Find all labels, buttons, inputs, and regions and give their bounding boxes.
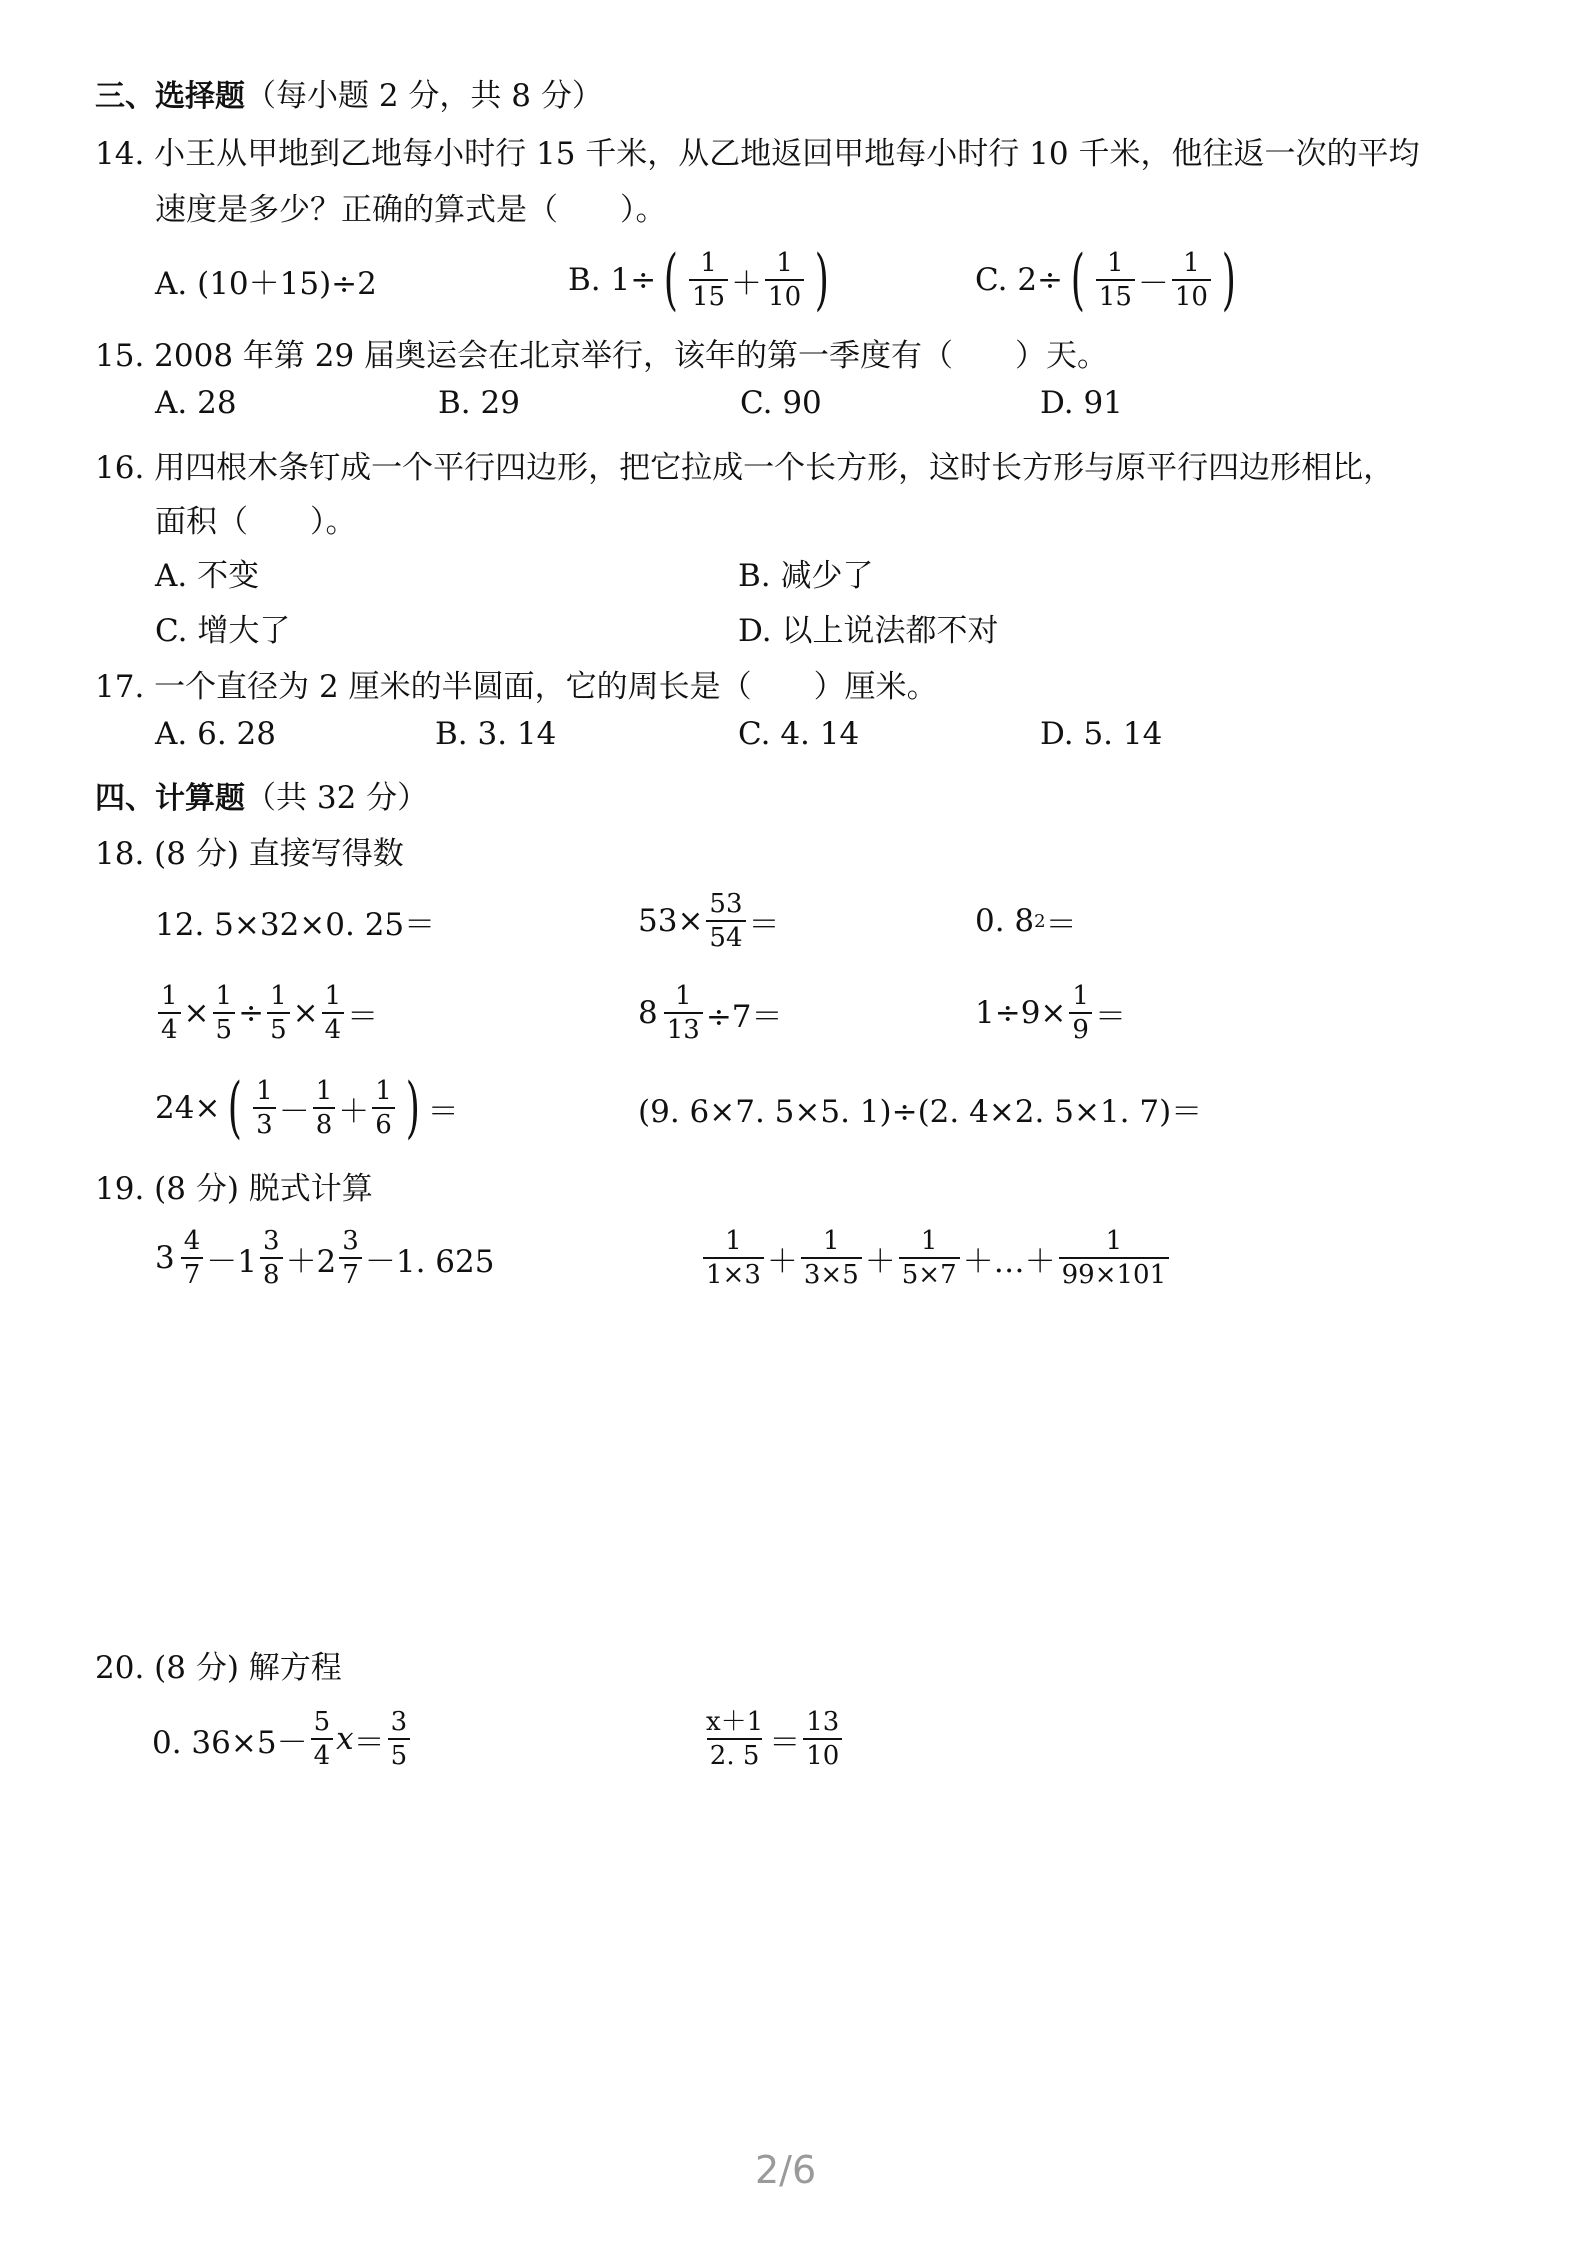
fraction: [181, 1228, 204, 1288]
fraction: [765, 250, 804, 310]
denominator: 7: [339, 1257, 362, 1288]
fraction: [703, 1228, 764, 1288]
numerator: 1: [675, 981, 692, 1011]
operator: ×: [183, 995, 210, 1031]
q18-expr-5: [638, 978, 783, 1048]
fraction: [260, 1228, 283, 1288]
q17-option-b: B. 3. 14: [435, 716, 557, 752]
q14-line1: 14. 小王从甲地到乙地每小时行 15 千米，从乙地返回甲地每小时行 10 千米，他往返一次的平均: [95, 136, 1420, 172]
denominator: 13: [664, 1012, 703, 1043]
expr-lead: 53×: [638, 903, 704, 939]
q16-option-d: D. 以上说法都不对: [738, 613, 999, 649]
q19-header: 19. (8 分) 脱式计算: [95, 1171, 373, 1207]
operator: ＋: [731, 265, 763, 302]
denominator: 5: [213, 1012, 236, 1043]
numerator: 1: [1072, 981, 1089, 1011]
q18-expr-8: (9. 6×7. 5×5. 1)÷(2. 4×2. 5×1. 7)＝: [638, 1093, 1203, 1130]
denominator: 7: [181, 1257, 204, 1288]
numerator: 1: [920, 1226, 938, 1256]
q14-option-b: [568, 241, 837, 318]
exponent: 2: [1034, 910, 1046, 932]
numerator: 3: [342, 1226, 359, 1256]
page-number: 2/6: [755, 2148, 817, 2192]
q16-line2: 面积（ ）。: [155, 504, 357, 540]
section-note: （每小题 2 分，共 8 分）: [245, 78, 603, 114]
q17-option-d: D. 5. 14: [1040, 716, 1163, 752]
expr-tail: ＝: [427, 1093, 459, 1130]
numerator: 3: [390, 1707, 408, 1737]
section-title: 四、计算题: [95, 781, 245, 816]
denominator: 2. 5: [707, 1738, 763, 1769]
variable: x: [336, 1721, 354, 1757]
q18-header: 18. (8 分) 直接写得数: [95, 836, 404, 872]
numerator: 1: [776, 248, 793, 278]
fraction: [388, 1709, 411, 1769]
paren-left: (: [228, 1069, 243, 1146]
fraction: [1069, 983, 1092, 1043]
fraction: [311, 1709, 334, 1769]
numerator: 1: [256, 1076, 273, 1106]
denominator: 4: [322, 1012, 345, 1043]
numerator: 1: [823, 1226, 840, 1256]
paren-left: (: [1070, 241, 1085, 318]
q20-equation-1: [152, 1703, 413, 1775]
denominator: 9: [1069, 1012, 1092, 1043]
fraction: [267, 983, 290, 1043]
expr-tail: ＝: [748, 906, 780, 943]
fraction: [664, 983, 703, 1043]
denominator: 15: [1096, 279, 1135, 310]
q18-expr-3: [975, 888, 1077, 954]
operator: －1: [206, 1243, 258, 1280]
expr-lead: 0. 36×5－: [152, 1724, 308, 1761]
numerator: 1: [375, 1076, 392, 1106]
q18-expr-4: [155, 978, 378, 1048]
operator: －: [1137, 265, 1169, 302]
q20-header: 20. (8 分) 解方程: [95, 1650, 342, 1686]
q16-option-a: A. 不变: [155, 558, 260, 594]
section-four-heading: [95, 772, 428, 817]
numerator: x＋1: [706, 1707, 764, 1737]
numerator: 1: [700, 248, 717, 278]
denominator: 5: [267, 1012, 290, 1043]
denominator: 8: [313, 1107, 336, 1138]
numerator: 1: [1107, 248, 1124, 278]
expr-tail: ＝: [1094, 998, 1126, 1035]
q15-option-a: A. 28: [155, 385, 237, 421]
operator: ×: [292, 995, 319, 1031]
fraction: [703, 1709, 766, 1769]
fraction: [322, 983, 345, 1043]
denominator: 15: [689, 279, 728, 310]
numerator: 4: [183, 1226, 201, 1256]
q18-expr-6: [975, 978, 1126, 1048]
expr-tail: －1. 625: [364, 1243, 495, 1280]
denominator: 6: [372, 1107, 395, 1138]
fraction: [803, 1709, 842, 1769]
denominator: 3: [253, 1107, 276, 1138]
expr-lead: 24×: [155, 1090, 221, 1126]
denominator: 10: [803, 1738, 842, 1769]
q14-option-c: [975, 241, 1244, 318]
numerator: 3: [263, 1226, 280, 1256]
option-lead: B. 1÷: [568, 262, 657, 298]
q16-option-b: B. 减少了: [738, 558, 874, 594]
operator: ＋: [864, 1243, 896, 1280]
operator: ＋2: [285, 1243, 337, 1280]
fraction: [1059, 1228, 1170, 1288]
denominator: 1×3: [703, 1257, 764, 1288]
numerator: 1: [1105, 1226, 1123, 1256]
denominator: 4: [158, 1012, 181, 1043]
section-note: （共 32 分）: [245, 780, 429, 816]
paren-right: ): [405, 1069, 420, 1146]
q15-option-c: C. 90: [740, 385, 822, 421]
fraction: [372, 1078, 395, 1138]
whole-part: 8: [638, 995, 658, 1031]
numerator: 1: [324, 981, 342, 1011]
fraction: [339, 1228, 362, 1288]
expr-tail: ＝: [347, 998, 379, 1035]
q15-option-b: B. 29: [438, 385, 520, 421]
paren-right: ): [814, 241, 830, 318]
equals-sign: ＝: [769, 1724, 801, 1761]
section-three-heading: [95, 70, 603, 115]
section-title: 三、选择题: [95, 79, 245, 114]
operator: ＋: [766, 1243, 798, 1280]
expr-tail: ＝: [1045, 906, 1077, 943]
fraction: [1096, 250, 1135, 310]
numerator: 5: [313, 1707, 331, 1737]
denominator: 5: [388, 1738, 411, 1769]
q18-expr-7: [155, 1068, 459, 1148]
operator: ÷: [238, 995, 265, 1031]
numerator: 1: [1183, 248, 1200, 278]
q17-option-c: C. 4. 14: [738, 716, 860, 752]
paren-left: (: [663, 241, 679, 318]
q19-expr-1: [155, 1222, 494, 1294]
fraction: [899, 1228, 960, 1288]
q19-expr-2: [700, 1222, 1172, 1294]
operator: ＋: [338, 1093, 370, 1130]
denominator: 4: [311, 1738, 334, 1769]
fraction: [1172, 250, 1211, 310]
numerator: 1: [270, 981, 287, 1011]
numerator: 53: [709, 889, 743, 919]
fraction: [801, 1228, 862, 1288]
denominator: 99×101: [1059, 1257, 1170, 1288]
q14-option-a: A. (10＋15)÷2: [155, 265, 377, 302]
expr-base: 0. 8: [975, 903, 1035, 939]
fraction: [706, 891, 745, 951]
denominator: 8: [260, 1257, 283, 1288]
q16-line1: 16. 用四根木条钉成一个平行四边形，把它拉成一个长方形，这时长方形与原平行四边形相比，: [95, 450, 1395, 486]
denominator: 54: [706, 920, 745, 951]
q20-equation-2: [700, 1703, 845, 1775]
fraction: [213, 983, 236, 1043]
q15-line1: 15. 2008 年第 29 届奥运会在北京举行，该年的第一季度有（ ）天。: [95, 338, 1109, 374]
q17-option-a: A. 6. 28: [155, 716, 276, 752]
numerator: 1: [315, 1076, 333, 1106]
denominator: 3×5: [801, 1257, 862, 1288]
q18-expr-2: [638, 888, 780, 954]
fraction: [313, 1078, 336, 1138]
expr-lead: 1÷9×: [975, 995, 1067, 1031]
numerator: 13: [806, 1707, 840, 1737]
numerator: 1: [725, 1226, 742, 1256]
equals-sign: ＝: [353, 1724, 385, 1761]
ellipsis-operator: ＋…＋: [962, 1243, 1056, 1280]
q17-line1: 17. 一个直径为 2 厘米的半圆面，它的周长是（ ）厘米。: [95, 669, 938, 705]
operator: －: [278, 1093, 310, 1130]
fraction: [158, 983, 181, 1043]
q14-line2: 速度是多少？正确的算式是（ ）。: [155, 192, 667, 228]
denominator: 5×7: [899, 1257, 960, 1288]
fraction: [689, 250, 728, 310]
fraction: [253, 1078, 276, 1138]
q18-expr-1: 12. 5×32×0. 25＝: [155, 906, 436, 943]
numerator: 1: [161, 981, 178, 1011]
q16-option-c: C. 增大了: [155, 613, 291, 649]
q15-option-d: D. 91: [1040, 385, 1123, 421]
paren-right: ): [1221, 241, 1236, 318]
whole-part: 3: [155, 1240, 175, 1276]
option-lead: C. 2÷: [975, 262, 1064, 298]
denominator: 10: [765, 279, 804, 310]
numerator: 1: [215, 981, 233, 1011]
expr-tail: ÷7＝: [705, 998, 783, 1035]
denominator: 10: [1172, 279, 1211, 310]
